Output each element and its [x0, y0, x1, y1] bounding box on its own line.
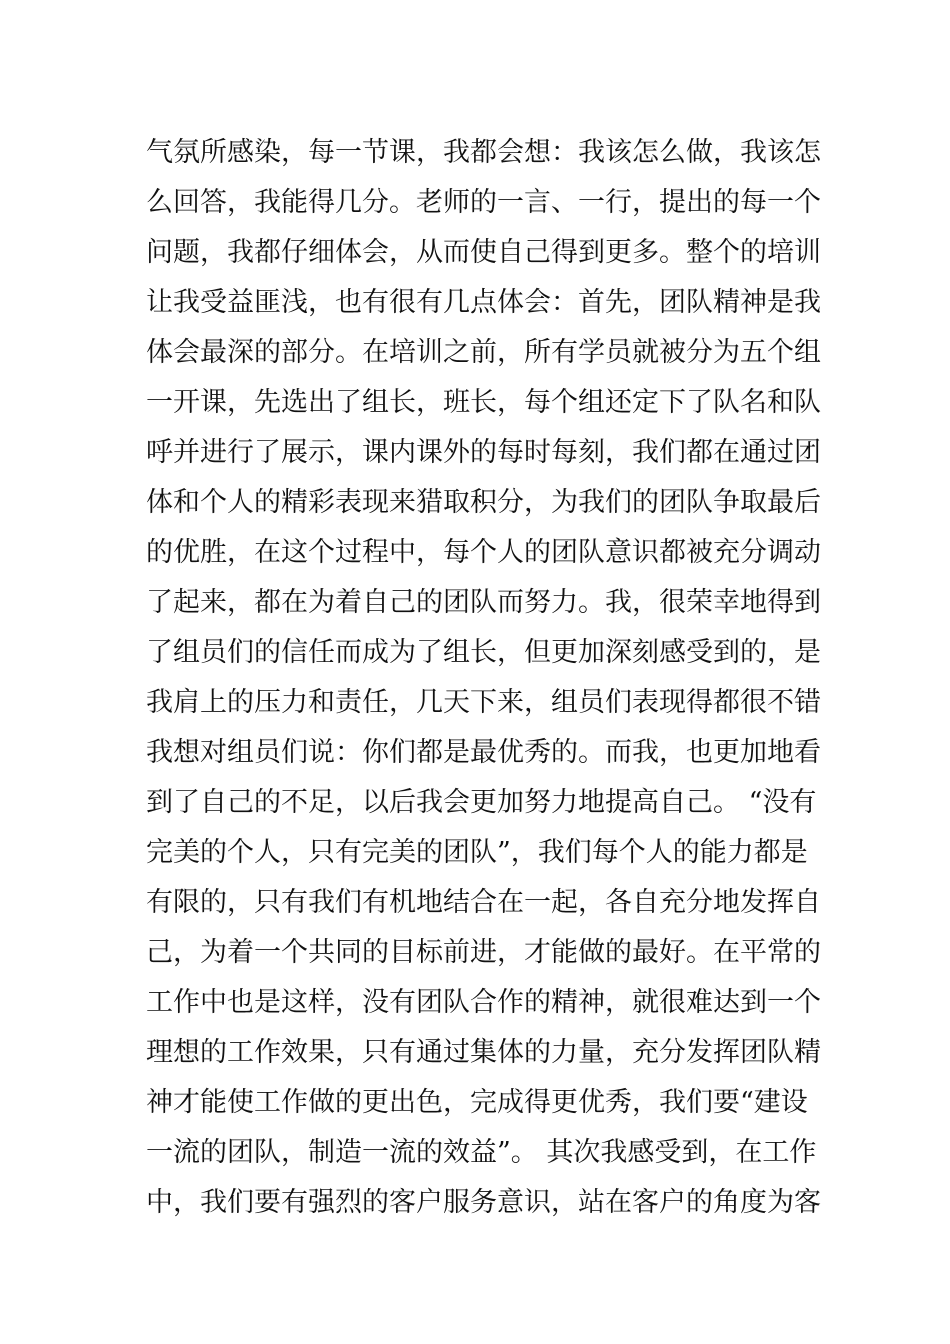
text-line: 一开课，先选出了组长，班长，每个组还定下了队名和队 — [146, 387, 821, 418]
text-line: 完美的个人，只有完美的团队”，我们每个人的能力都是 — [146, 837, 808, 868]
text-line: 到了自己的不足，以后我会更加努力地提高自己。 “没有 — [146, 787, 817, 818]
body-text — [146, 128, 826, 1228]
text-line: 么回答，我能得几分。老师的一言、一行，提出的每一个 — [146, 187, 821, 218]
text-line: 呼并进行了展示，课内课外的每时每刻，我们都在通过团 — [146, 437, 821, 468]
text-line: 有限的，只有我们有机地结合在一起，各自充分地发挥自 — [146, 887, 821, 918]
text-line: 体会最深的部分。在培训之前，所有学员就被分为五个组 — [146, 337, 821, 368]
text-line: 体和个人的精彩表现来猎取积分，为我们的团队争取最后 — [146, 487, 821, 518]
text-line: 让我受益匪浅，也有很有几点体会：首先，团队精神是我 — [146, 287, 821, 318]
text-line: 一流的团队，制造一流的效益”。 其次我感受到，在工作 — [146, 1137, 817, 1168]
text-line: 己，为着一个共同的目标前进，才能做的最好。在平常的 — [146, 937, 821, 968]
text-line: 气氛所感染，每一节课，我都会想：我该怎么做，我该怎 — [146, 137, 821, 168]
text-line: 了组员们的信任而成为了组长，但更加深刻感受到的，是 — [146, 637, 821, 668]
text-line: 我想对组员们说：你们都是最优秀的。而我，也更加地看 — [146, 737, 821, 768]
text-line: 工作中也是这样，没有团队合作的精神，就很难达到一个 — [146, 987, 821, 1018]
text-line: 理想的工作效果，只有通过集体的力量，充分发挥团队精 — [146, 1037, 821, 1068]
text-line: 问题，我都仔细体会，从而使自己得到更多。整个的培训 — [146, 237, 821, 268]
text-line: 了起来，都在为着自己的团队而努力。我，很荣幸地得到 — [146, 587, 821, 618]
text-line: 的优胜，在这个过程中，每个人的团队意识都被充分调动 — [146, 537, 821, 568]
text-line: 我肩上的压力和责任，几天下来，组员们表现得都很不错 — [146, 687, 821, 718]
text-line: 中，我们要有强烈的客户服务意识，站在客户的角度为客 — [146, 1187, 821, 1218]
text-line: 神才能使工作做的更出色，完成得更优秀，我们要“建设 — [146, 1087, 808, 1118]
